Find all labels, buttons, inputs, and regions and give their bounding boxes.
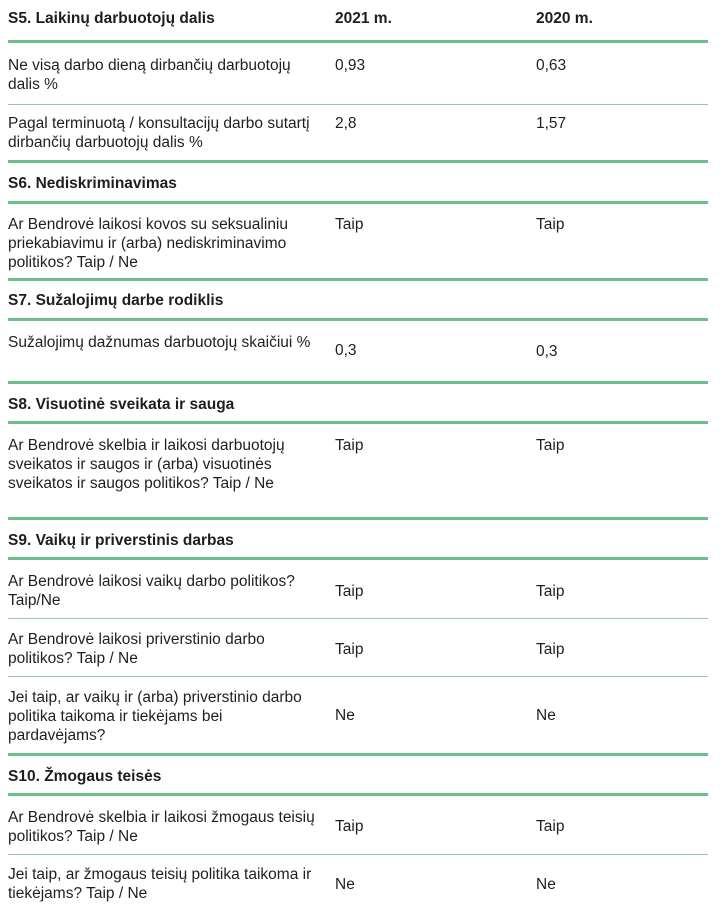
section-divider <box>8 557 708 560</box>
row-divider <box>8 854 708 855</box>
value-2021: Ne <box>335 876 355 893</box>
section-divider <box>8 318 708 321</box>
section-title: S5. Laikinų darbuotojų dalis <box>8 10 215 27</box>
section-divider <box>8 278 708 281</box>
section-title: S9. Vaikų ir priverstinis darbas <box>8 532 234 549</box>
value-2020: 1,57 <box>536 115 567 132</box>
row-divider <box>8 676 708 677</box>
value-2020: Taip <box>536 437 565 454</box>
row-divider <box>8 618 708 619</box>
value-2020: Ne <box>536 876 556 893</box>
section-title: S6. Nediskriminavimas <box>8 175 177 192</box>
value-2020: Ne <box>536 707 556 724</box>
value-2021: Taip <box>335 818 364 835</box>
value-2021: Taip <box>335 216 364 233</box>
section-divider <box>8 381 708 384</box>
value-2021: Taip <box>335 583 364 600</box>
row-label: Ar Bendrovė laikosi vaikų darbo politikos? Taip/Ne <box>8 573 295 609</box>
section-title: S7. Sužalojimų darbe rodiklis <box>8 292 224 309</box>
row-divider <box>8 104 708 105</box>
section-divider <box>8 40 708 43</box>
value-2020: 0,63 <box>536 57 567 74</box>
value-2021: Taip <box>335 641 364 658</box>
row-label: Sužalojimų dažnumas darbuotojų skaičiui % <box>8 334 311 351</box>
section-title: S8. Visuotinė sveikata ir sauga <box>8 396 235 413</box>
value-2021: 0,93 <box>335 57 366 74</box>
value-2020: Taip <box>536 818 565 835</box>
section-divider <box>8 160 708 163</box>
value-2021: Taip <box>335 437 364 454</box>
column-header-2021: 2021 m. <box>335 10 392 27</box>
row-label: Ar Bendrovė laikosi kovos su seksualiniu priekabiavimu ir (arba) nediskriminavimo politikos? Taip / Ne <box>8 216 288 271</box>
column-header-2020: 2020 m. <box>536 10 593 27</box>
value-2020: Taip <box>536 583 565 600</box>
section-divider <box>8 793 708 796</box>
row-label: Pagal terminuotą / konsultacijų darbo sutartį dirbančių darbuotojų dalis % <box>8 115 310 151</box>
section-title: S10. Žmogaus teisės <box>8 768 162 785</box>
row-label: Jei taip, ar žmogaus teisių politika taikoma ir tiekėjams? Taip / Ne <box>8 866 312 902</box>
section-divider <box>8 421 708 424</box>
value-2021: 2,8 <box>335 115 357 132</box>
section-divider <box>8 517 708 520</box>
section-divider <box>8 753 708 756</box>
value-2020: Taip <box>536 641 565 658</box>
section-divider <box>8 201 708 204</box>
value-2020: Taip <box>536 216 565 233</box>
row-label: Ar Bendrovė skelbia ir laikosi žmogaus teisių politikos? Taip / Ne <box>8 809 315 845</box>
row-label: Jei taip, ar vaikų ir (arba) priverstinio darbo politika taikoma ir tiekėjams bei pardavėjams? <box>8 689 302 744</box>
value-2020: 0,3 <box>536 343 558 360</box>
value-2021: Ne <box>335 707 355 724</box>
value-2021: 0,3 <box>335 342 357 359</box>
row-label: Ne visą darbo dieną dirbančių darbuotojų dalis % <box>8 57 291 93</box>
row-label: Ar Bendrovė skelbia ir laikosi darbuotojų sveikatos ir saugos ir (arba) visuotinės sveikatos ir saugos politikos? Taip / Ne <box>8 437 285 492</box>
row-label: Ar Bendrovė laikosi priverstinio darbo politikos? Taip / Ne <box>8 631 265 667</box>
